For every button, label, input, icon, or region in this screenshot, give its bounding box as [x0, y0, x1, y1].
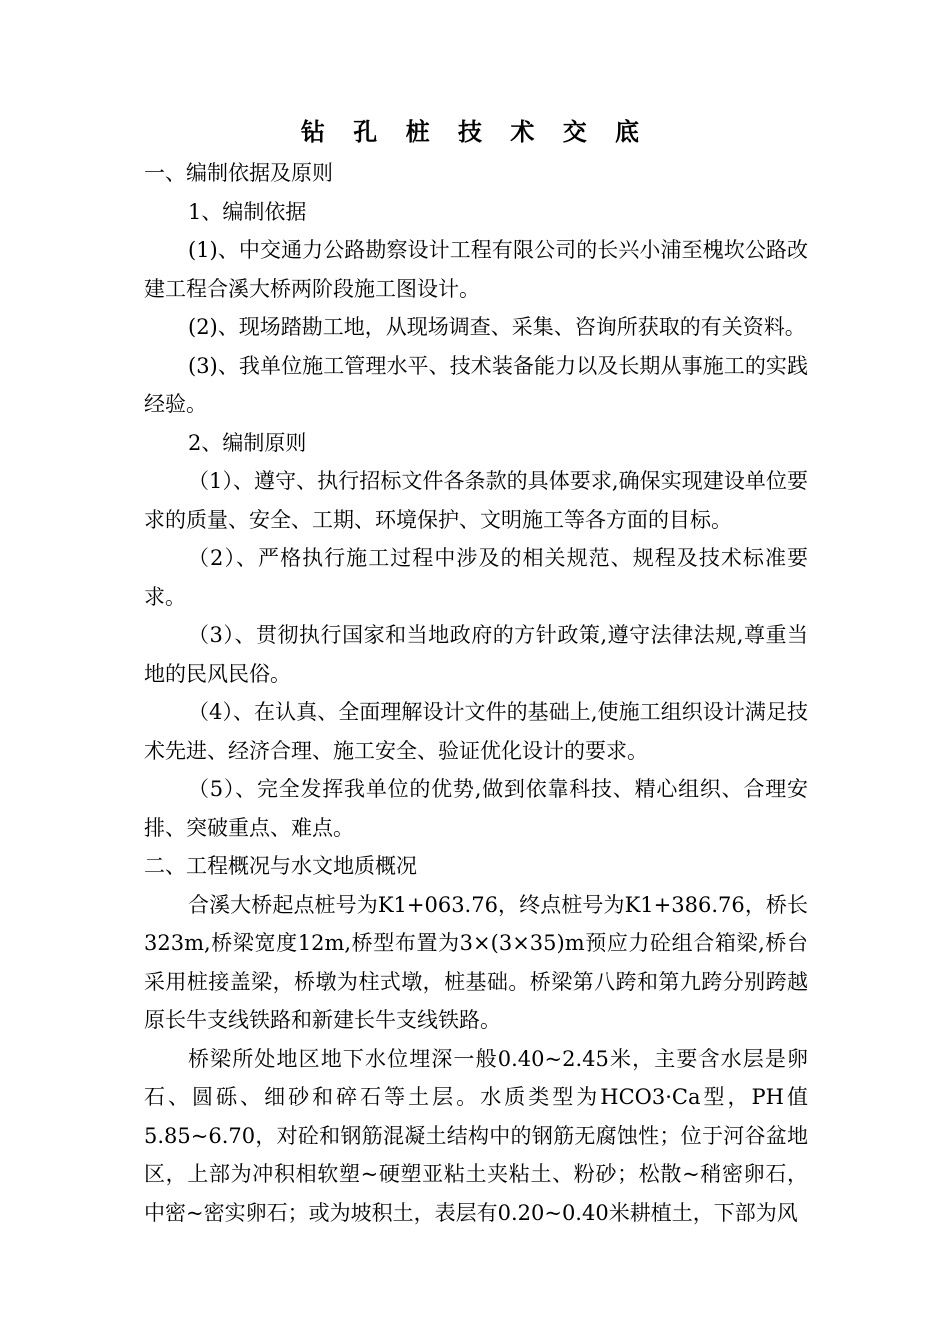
- body-paragraph: （4）、在认真、全面理解设计文件的基础上,使施工组织设计满足技术先进、经济合理、施工安全、验证优化设计的要求。: [144, 700, 808, 763]
- body-paragraph: 桥梁所处地区地下水位埋深一般0.40~2.45米，主要含水层是卵石、圆砾、细砂和碎石等土层。水质类型为HCO3·Ca型，PH值5.85~6.70，对砼和钢筋混凝土结构中的钢筋无腐蚀性；位于河谷盆地区，上部为冲积相软塑~硬塑亚粘土夹粘土、粉砂；松散~稍密卵石，中密~密实卵石；或为坡积土，表层有0.20~0.40米耕植土，下部为风: [144, 1046, 808, 1225]
- document-title: 钻 孔 桩 技 术 交 底: [300, 117, 650, 146]
- body-paragraph: (3)、我单位施工管理水平、技术装备能力以及长期从事施工的实践经验。: [144, 353, 808, 416]
- subsection-heading: 2、编制原则: [188, 430, 307, 455]
- body-paragraph: 合溪大桥起点桩号为K1+063.76，终点桩号为K1+386.76，桥长323m,桥梁宽度12m,桥型布置为3×(3×35)m预应力砼组合箱梁,桥台采用桩接盖梁，桥墩为柱式墩，桩基础。桥梁第八跨和第九跨分别跨越原长牛支线铁路和新建长牛支线铁路。: [144, 892, 808, 1032]
- body-paragraph: （2）、严格执行施工过程中涉及的相关规范、规程及技术标准要求。: [144, 546, 808, 609]
- subsection-heading: 1、编制依据: [188, 199, 307, 224]
- body-paragraph: （5）、完全发挥我单位的优势,做到依靠科技、精心组织、合理安排、突破重点、难点。: [144, 777, 808, 840]
- section-heading: 二、工程概况与水文地质概况: [144, 854, 417, 878]
- body-paragraph: (2)、现场踏勘工地，从现场调查、采集、咨询所获取的有关资料。: [188, 315, 806, 339]
- body-paragraph: （3）、贯彻执行国家和当地政府的方针政策,遵守法律法规,尊重当地的民风民俗。: [144, 623, 808, 686]
- body-paragraph: (1)、中交通力公路勘察设计工程有限公司的长兴小浦至槐坎公路改建工程合溪大桥两阶段施工图设计。: [144, 238, 808, 301]
- section-heading: 一、编制依据及原则: [144, 161, 333, 185]
- document-body: [144, 154, 808, 1232]
- body-paragraph: （1）、遵守、执行招标文件各条款的具体要求,确保实现建设单位要求的质量、安全、工期、环境保护、文明施工等各方面的目标。: [144, 469, 808, 532]
